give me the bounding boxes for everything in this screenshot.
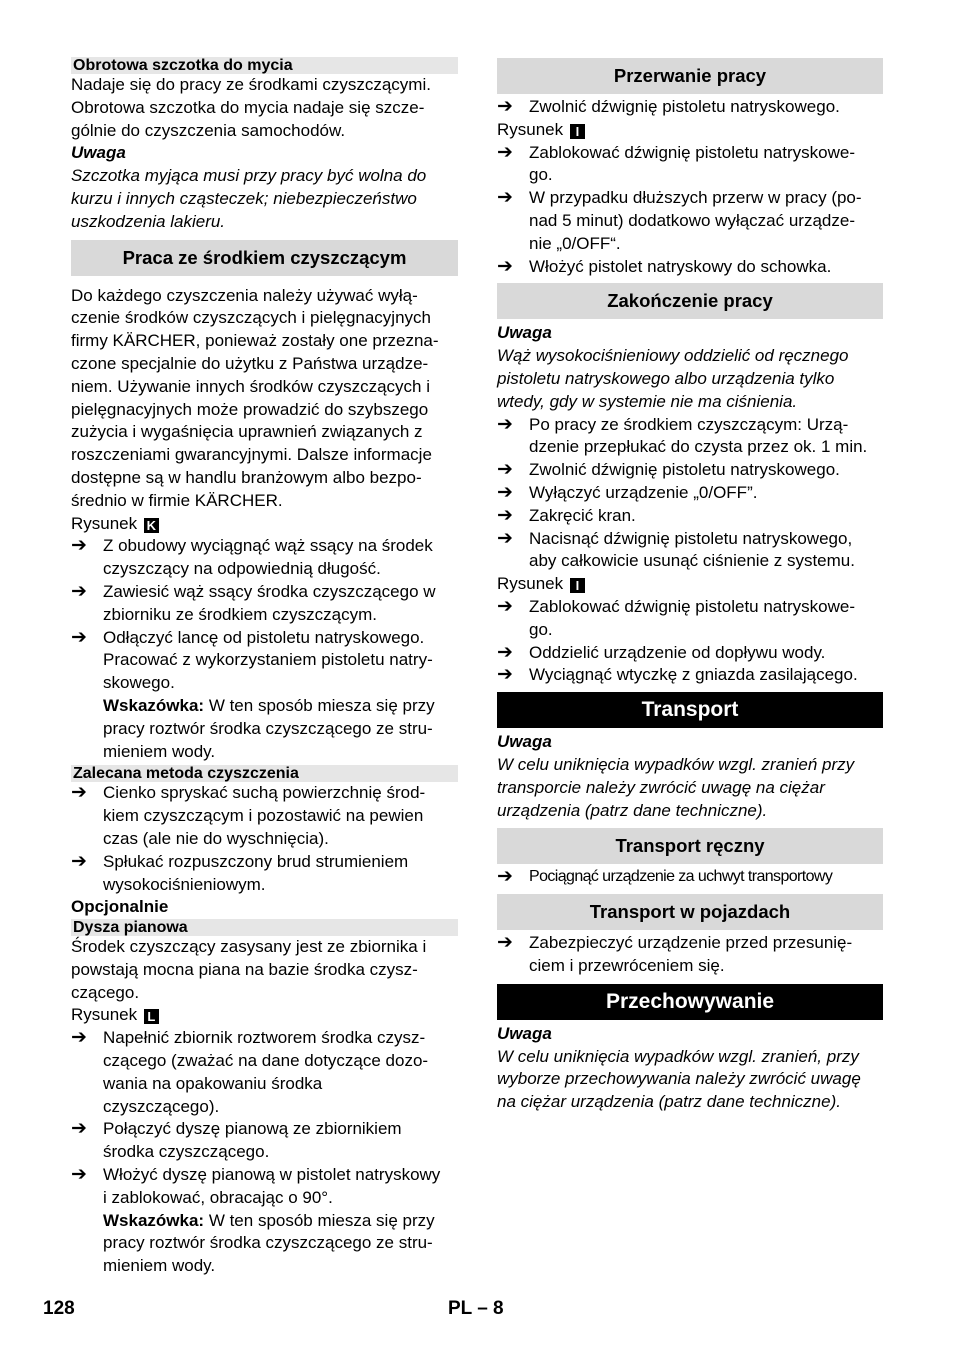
text-line: powstają mocna piana na bazie środka czysz- xyxy=(71,959,418,979)
step-item: ➔ Cienko spryskać suchą powierzchnię środ- kiem czyszczącym i pozostawić na pewien czas (ale nie do wyschnięcia). xyxy=(71,782,426,848)
step-item: ➔ Zwolnić dźwignię pistoletu natryskowego. xyxy=(497,96,840,117)
note-title: Uwaga xyxy=(71,143,126,163)
step-item: ➔ Włożyć dyszę pianową w pistolet natryskowy i zablokować, obracając o 90°. Wskazówka: W ten sposób miesza się przy pracy roztwór środka czyszczącego ze stru- mieniem wody. xyxy=(71,1164,458,1278)
text-line: zużycia i wygaśnięcia uprawnień związanych z xyxy=(71,422,423,442)
note-line: kurzu i innych cząsteczek; niebezpieczeństwo xyxy=(71,188,417,208)
note-line: urządzenia (patrz dane techniczne). xyxy=(497,800,768,820)
right-column xyxy=(497,57,883,1114)
step-item: ➔ Zawiesić wąż ssący środka czyszczącego w zbiorniku ze środkiem czyszczącym. xyxy=(71,580,436,624)
note-line: uszkodzenia lakieru. xyxy=(71,211,226,231)
step-item: ➔ Zablokować dźwignię pistoletu natryskowe- go. xyxy=(497,141,855,185)
text-line: roszczeniami gwarancyjnymi. Dalsze informacje xyxy=(71,445,432,465)
arrow-right-icon: ➔ xyxy=(71,535,87,557)
text-line: Nadaje się do pracy ze środkami czyszczącymi. xyxy=(71,75,431,94)
chapter-heading-transport: Transport xyxy=(497,692,883,728)
step-item: ➔ Z obudowy wyciągnąć wąż ssący na środek czyszczący na odpowiednią długość. xyxy=(71,535,433,579)
note-line: pistoletu natryskowego albo urządzenia tylko xyxy=(497,368,835,388)
optional-heading: Opcjonalnie xyxy=(71,897,169,917)
step-item: ➔ Wyciągnąć wtyczkę z gniazda zasilającego. xyxy=(497,664,858,686)
step-item: ➔ Nacisnąć dźwignię pistoletu natryskowego, aby całkowicie usunąć ciśnienie z systemu. xyxy=(497,527,855,571)
arrow-right-icon: ➔ xyxy=(497,481,513,503)
arrow-right-icon: ➔ xyxy=(497,595,513,617)
arrow-right-icon: ➔ xyxy=(497,413,513,435)
arrow-right-icon: ➔ xyxy=(71,1118,87,1140)
text-line: firmy KÄRCHER, ponieważ zostały one przezna- xyxy=(71,331,439,351)
arrow-right-icon: ➔ xyxy=(71,1164,87,1186)
step-item: ➔ Połączyć dyszę pianową ze zbiornikiem środka czyszczącego. xyxy=(71,1118,402,1162)
text-line: Do każdego czyszczenia należy używać wyłą- xyxy=(71,285,418,305)
arrow-right-icon: ➔ xyxy=(497,641,513,663)
arrow-right-icon: ➔ xyxy=(497,255,513,277)
arrow-right-icon: ➔ xyxy=(71,580,87,602)
arrow-right-icon: ➔ xyxy=(71,850,87,872)
step-item: ➔ Oddzielić urządzenie od dopływu wody. xyxy=(497,641,826,663)
page-number: 128 xyxy=(43,1298,75,1319)
arrow-right-icon: ➔ xyxy=(497,187,513,209)
figure-badge-l: L xyxy=(144,1009,159,1024)
arrow-right-icon: ➔ xyxy=(497,141,513,163)
note-line: Szczotka myjąca musi przy pracy być wolna do xyxy=(71,166,427,186)
figure-reference: Rysunek K xyxy=(71,513,458,536)
step-item: ➔ Napełnić zbiornik roztworem środka czysz- czącego (zważać na dane dotyczące dozo- wania na opakowaniu środka czyszczącego). xyxy=(71,1027,429,1116)
note-line: wyborze przechowywania należy zwrócić uwagę xyxy=(497,1069,861,1089)
step-item: ➔ W przypadku dłuższych przerw w pracy (po- nad 5 minut) dodatkowo wyłączać urządze- nie „0/OFF“. xyxy=(497,187,862,253)
text-line: czone specjalnie do użytku z Państwa urządze- xyxy=(71,353,429,373)
step-item: ➔ Zakręcić kran. xyxy=(497,504,636,526)
arrow-right-icon: ➔ xyxy=(497,504,513,526)
step-item: ➔ Zwolnić dźwignię pistoletu natryskowego. xyxy=(497,459,840,481)
text-line: gólnie do czyszczenia samochodów. xyxy=(71,120,346,140)
arrow-right-icon: ➔ xyxy=(497,527,513,549)
arrow-right-icon: ➔ xyxy=(497,664,513,686)
arrow-right-icon: ➔ xyxy=(497,459,513,481)
section-heading-method: Zalecana metoda czyszczenia xyxy=(71,765,458,782)
step-item: ➔ Odłączyć lancę od pistoletu natryskowego. Pracować z wykorzystaniem pistoletu natry- skowego. Wskazówka: W ten sposób miesza się przy pracy roztwór środka czyszczącego ze stru- mieniem wody. xyxy=(71,627,458,764)
note-title: Uwaga xyxy=(497,1023,552,1043)
hint: Wskazówka: W ten sposób miesza się przy xyxy=(103,695,435,715)
step-item: ➔ Zabezpieczyć urządzenie przed przesunię- ciem i przewróceniem się. xyxy=(497,932,853,975)
section-heading-vehicle-transport: Transport w pojazdach xyxy=(497,894,883,930)
arrow-right-icon: ➔ xyxy=(71,1027,87,1049)
note-line: Wąż wysokociśnieniowy oddzielić od ręcznego xyxy=(497,346,849,366)
step-item: ➔ Włożyć pistolet natryskowy do schowka. xyxy=(497,255,832,277)
section-heading-detergent: Praca ze środkiem czyszczącym xyxy=(71,240,458,276)
step-item: ➔ Zablokować dźwignię pistoletu natryskowe- go. xyxy=(497,595,855,639)
text-line: dostępne są w handlu branżowym albo bezpo- xyxy=(71,467,422,487)
note-line: transporcie należy zwrócić uwagę na ciężar xyxy=(497,777,825,797)
note-title: Uwaga xyxy=(497,732,552,752)
section-heading-rotating-brush: Obrotowa szczotka do mycia xyxy=(71,57,458,74)
note-line: na ciężar urządzenia (patrz dane techniczne). xyxy=(497,1092,841,1112)
chapter-heading-storage: Przechowywanie xyxy=(497,984,883,1020)
arrow-right-icon: ➔ xyxy=(497,932,513,954)
note-line: W celu uniknięcia wypadków wzgl. zranień przy xyxy=(497,754,855,774)
section-heading-end-of-work: Zakończenie pracy xyxy=(497,283,883,319)
text-line: Środek czyszczący zasysany jest ze zbiornika i xyxy=(71,937,427,957)
figure-reference: Rysunek I xyxy=(497,119,883,142)
step-item: ➔ Pociągnąć urządzenie za uchwyt transportowy xyxy=(497,866,833,888)
text-line: czącego. xyxy=(71,982,140,1002)
text-line: średnio w firmie KÄRCHER. xyxy=(71,490,283,510)
note-title: Uwaga xyxy=(497,323,552,343)
step-item: ➔ Spłukać rozpuszczony brud strumieniem wysokociśnieniowym. xyxy=(71,850,409,894)
text-line: czenie środków czyszczących i pielęgnacyjnych xyxy=(71,308,431,328)
arrow-right-icon: ➔ xyxy=(497,866,513,888)
arrow-right-icon: ➔ xyxy=(71,782,87,804)
hint: Wskazówka: W ten sposób miesza się przy xyxy=(103,1210,435,1230)
arrow-right-icon: ➔ xyxy=(71,626,87,648)
note-line: wtedy, gdy w systemie nie ma ciśnienia. xyxy=(497,391,798,411)
step-item: ➔ Po pracy ze środkiem czyszczącym: Urzą- dzenie przepłukać do czysta przez ok. 1 min. xyxy=(497,413,868,457)
arrow-right-icon: ➔ xyxy=(497,96,513,117)
left-column xyxy=(71,57,458,1278)
figure-reference: Rysunek L xyxy=(71,1004,458,1027)
detergent-paragraph xyxy=(71,285,458,513)
section-heading-manual-transport: Transport ręczny xyxy=(497,828,883,864)
page-label: PL – 8 xyxy=(448,1298,504,1319)
text-line: Obrotowa szczotka do mycia nadaje się szcze- xyxy=(71,97,425,117)
section-heading-interrupt: Przerwanie pracy xyxy=(497,58,883,94)
note-line: W celu uniknięcia wypadków wzgl. zranień, przy xyxy=(497,1046,859,1066)
section-heading-foam-nozzle: Dysza pianowa xyxy=(71,919,458,936)
figure-badge-i: I xyxy=(570,124,585,139)
figure-badge-k: K xyxy=(144,518,159,533)
text-line: pielęgnacyjnych może prowadzić do szybszego xyxy=(71,399,429,419)
figure-reference: Rysunek I xyxy=(497,573,883,596)
text-line: niem. Używanie innych środków czyszczących i xyxy=(71,376,431,396)
figure-badge-i: I xyxy=(570,578,585,593)
step-item: ➔ Wyłączyć urządzenie „0/OFF”. xyxy=(497,481,758,503)
